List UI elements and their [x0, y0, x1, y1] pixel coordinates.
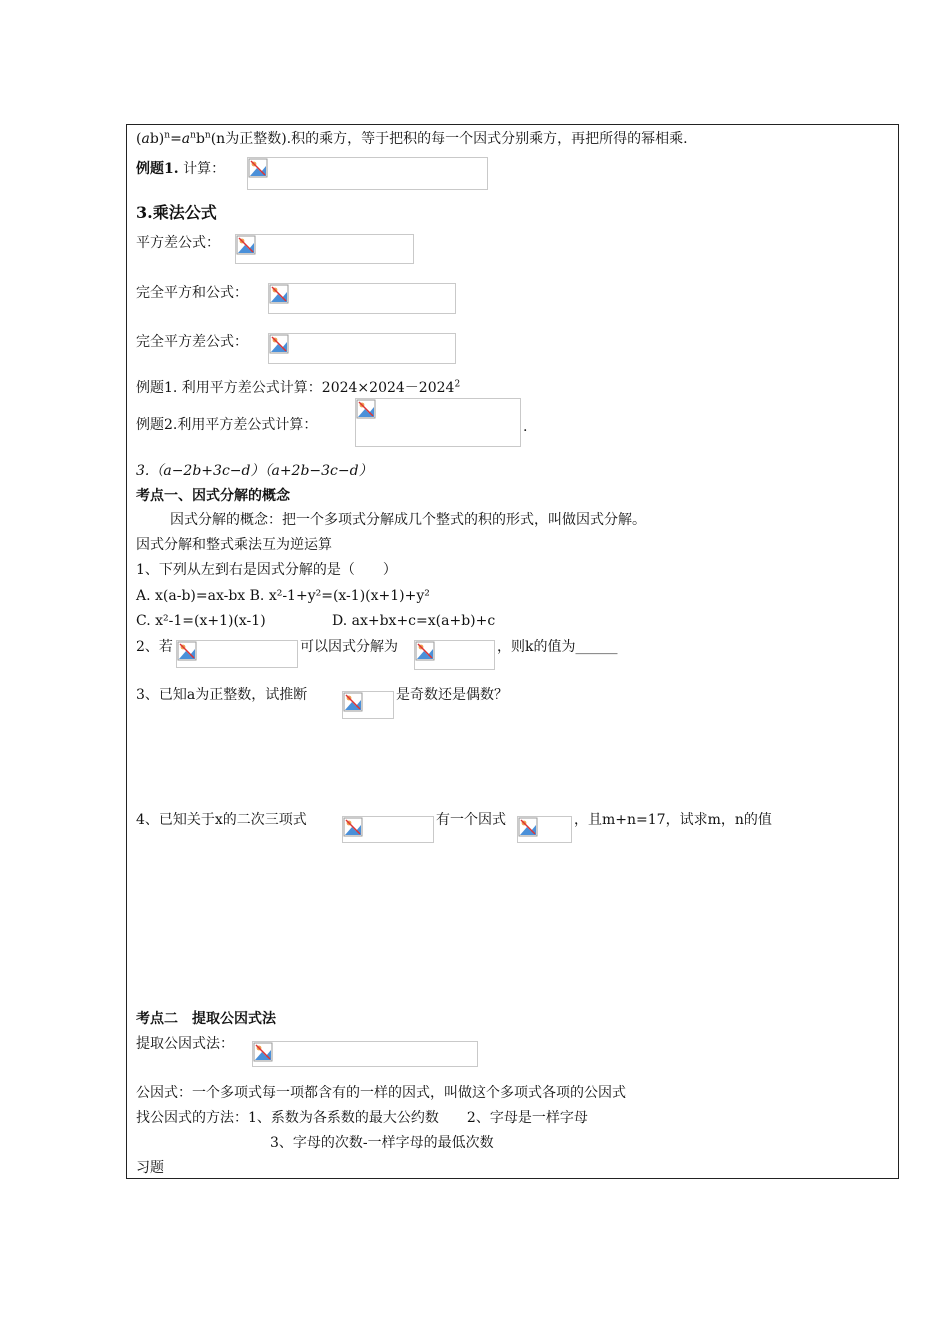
- example-1-label: 例题1.: [136, 161, 179, 177]
- broken-image-icon: [414, 640, 495, 670]
- find-common-factor-method-2: 3、字母的次数-一样字母的最低次数: [270, 1135, 494, 1151]
- power-rule-line: [136, 130, 688, 148]
- question-4-middle: 有一个因式: [436, 812, 506, 828]
- perfect-square-sum-label: 完全平方和公式：: [136, 285, 248, 301]
- broken-image-icon: [247, 157, 488, 190]
- question-4-start: 4、已知关于x的二次三项式: [136, 812, 307, 828]
- example-2-compute: 例题2.利用平方差公式计算：: [136, 417, 318, 433]
- broken-image-icon: [517, 816, 572, 843]
- question-1-option-d: D. ax+bx+c=x(a+b)+c: [332, 613, 496, 629]
- question-3-start: 3、已知a为正整数，试推断: [136, 687, 308, 703]
- question-2-middle: 可以因式分解为: [300, 639, 398, 655]
- example-1-text: 计算：: [183, 161, 226, 177]
- broken-image-icon: [235, 234, 414, 264]
- example-1-line: [136, 160, 225, 178]
- broken-image-icon: [268, 333, 456, 364]
- broken-image-icon: [342, 691, 394, 719]
- key-point-1-title: 考点一、因式分解的概念: [136, 488, 290, 504]
- example-2-period: .: [523, 419, 528, 435]
- factorization-definition: 因式分解的概念：把一个多项式分解成几个整式的积的形式，叫做因式分解。: [170, 512, 646, 528]
- common-factor-definition: 公因式：一个多项式每一项都含有的一样的因式，叫做这个多项式各项的公因式: [136, 1085, 626, 1101]
- question-3-end: 是奇数还是偶数？: [396, 687, 508, 703]
- question-1: 1、下列从左到右是因式分解的是（ ）: [136, 562, 397, 578]
- item-3-expression: 3.（a−2b+3c−d）（a+2b−3c−d）: [136, 463, 373, 479]
- question-2-start: 2、若: [136, 639, 173, 655]
- common-factor-method-label: 提取公因式法：: [136, 1036, 234, 1052]
- power-rule-text: (n为正整数).积的乘方，等于把积的每一个因式分别乘方，再把所得的幂相乘.: [210, 131, 688, 147]
- question-4-end: ，且m+n=17，试求m，n的值: [574, 812, 772, 828]
- broken-image-icon: [176, 640, 298, 668]
- broken-image-icon: [252, 1041, 478, 1067]
- broken-image-icon: [268, 283, 456, 314]
- broken-image-icon: [342, 816, 434, 843]
- key-point-2-title: 考点二 提取公因式法: [136, 1011, 276, 1027]
- broken-image-icon: [355, 398, 521, 447]
- inverse-operation-note: 因式分解和整式乘法互为逆运算: [136, 537, 332, 553]
- power-rule-formula: $(ab)^n=a^nb^n$: [136, 130, 211, 147]
- example-1-compute: 例题1. 利用平方差公式计算：$2024\times 2024-2024^2$: [136, 379, 461, 396]
- perfect-square-diff-label: 完全平方差公式：: [136, 334, 248, 350]
- find-common-factor-method: 找公因式的方法：1、系数为各系数的最大公约数 2、字母是一样字母: [136, 1110, 588, 1126]
- question-1-option-c: C. x²-1=(x+1)(x-1): [136, 613, 266, 629]
- section-3-title: 3.乘法公式: [136, 203, 217, 222]
- question-1-options-ab: A. x(a-b)=ax-bx B. x²-1+y²=(x-1)(x+1)+y²: [136, 588, 430, 604]
- question-2-end: ，则k的值为______: [497, 639, 618, 655]
- exercise-label: 习题: [136, 1160, 164, 1176]
- difference-of-squares-label: 平方差公式：: [136, 235, 220, 251]
